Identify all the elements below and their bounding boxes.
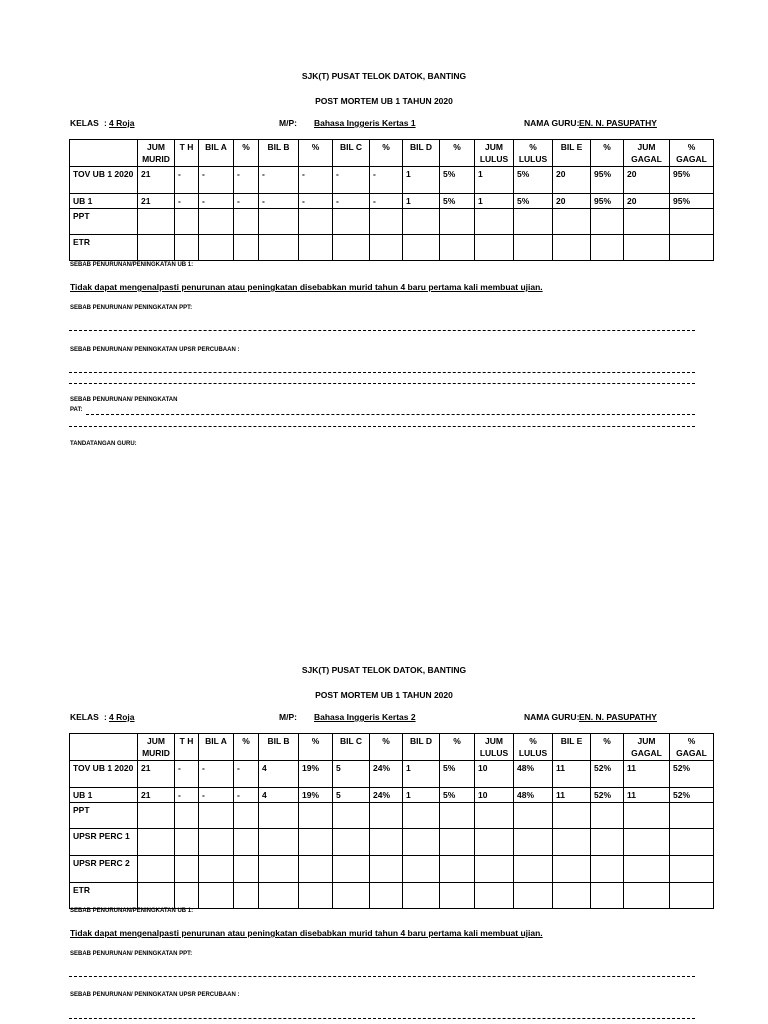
table-cell: 19%: [299, 761, 333, 788]
header-cell: % GAGAL: [670, 140, 714, 167]
table-cell: -: [370, 167, 403, 194]
results-table: [69, 733, 714, 909]
answer-line[interactable]: [69, 372, 695, 373]
table-cell: -: [370, 194, 403, 209]
table-cell: -: [234, 194, 259, 209]
table-cell: 21: [138, 167, 175, 194]
table-row: [70, 829, 714, 856]
table-row: [70, 761, 714, 788]
sebab-ppt-label: SEBAB PENURUNAN/ PENINGKATAN PPT:: [70, 305, 193, 311]
table-cell: 11: [553, 788, 591, 803]
row-label: PPT: [70, 803, 138, 829]
table-cell: 4: [259, 788, 299, 803]
table-cell: 95%: [670, 167, 714, 194]
header-cell: %: [591, 140, 624, 167]
header-cell: BIL A: [199, 140, 234, 167]
table-cell: 95%: [670, 194, 714, 209]
table-row: [70, 856, 714, 883]
answer-line[interactable]: [69, 976, 695, 977]
table-cell: -: [175, 167, 199, 194]
table-row: [70, 194, 714, 209]
table-cell: 5: [333, 788, 370, 803]
table-cell: 5%: [514, 194, 553, 209]
table-cell: -: [234, 788, 259, 803]
table-cell: 11: [553, 761, 591, 788]
table-cell: 24%: [370, 788, 403, 803]
row-label: UPSR PERC 1: [70, 829, 138, 856]
guru-value: EN. N. PASUPATHY: [579, 712, 657, 722]
table-cell: 5%: [440, 761, 475, 788]
document-title: POST MORTEM UB 1 TAHUN 2020: [315, 690, 453, 700]
table-cell: -: [333, 167, 370, 194]
header-cell: BIL A: [199, 734, 234, 761]
table-cell: 20: [624, 194, 670, 209]
table-cell: 52%: [670, 788, 714, 803]
results-table: [69, 139, 714, 261]
header-cell: BIL E: [553, 734, 591, 761]
guru-value: EN. N. PASUPATHY: [579, 118, 657, 128]
table-cell: 52%: [591, 761, 624, 788]
tandatangan-label: TANDATANGAN GURU:: [70, 441, 137, 447]
header-cell: %: [440, 734, 475, 761]
table-cell: 52%: [670, 761, 714, 788]
header-cell: JUM MURID: [138, 734, 175, 761]
sebab-ppt-label: SEBAB PENURUNAN/ PENINGKATAN PPT:: [70, 951, 193, 957]
table-cell: -: [333, 194, 370, 209]
table-header-row: [70, 734, 714, 761]
header-cell: JUM LULUS: [475, 734, 514, 761]
table-cell: -: [299, 194, 333, 209]
table-cell: 21: [138, 788, 175, 803]
table-cell: 5: [333, 761, 370, 788]
table-cell: 95%: [591, 167, 624, 194]
sebab-pat-label: SEBAB PENURUNAN/ PENINGKATAN: [70, 397, 178, 403]
header-cell: % LULUS: [514, 734, 553, 761]
header-cell: %: [440, 140, 475, 167]
sebab-ub1-label: SEBAB PENURUNAN/PENINGKATAN UB 1:: [70, 262, 194, 268]
row-label: ETR: [70, 235, 138, 261]
header-cell: [70, 734, 138, 761]
header-cell: JUM GAGAL: [624, 140, 670, 167]
table-cell: -: [199, 788, 234, 803]
kelas-colon: :: [104, 712, 107, 722]
mp-value: Bahasa Inggeris Kertas 2: [314, 712, 416, 722]
table-cell: -: [199, 194, 234, 209]
table-cell: 1: [403, 761, 440, 788]
table-cell: 5%: [440, 194, 475, 209]
header-cell: %: [299, 734, 333, 761]
table-cell: 11: [624, 761, 670, 788]
header-cell: %: [299, 140, 333, 167]
header-cell: BIL B: [259, 140, 299, 167]
table-row: [70, 883, 714, 909]
table-cell: -: [234, 167, 259, 194]
header-cell: T H: [175, 734, 199, 761]
header-cell: %: [370, 734, 403, 761]
kelas-label: KELAS: [70, 118, 99, 128]
sebab-ub1-label: SEBAB PENURUNAN/PENINGKATAN UB 1:: [70, 908, 194, 914]
table-cell: 1: [403, 788, 440, 803]
header-cell: [70, 140, 138, 167]
answer-line[interactable]: [69, 330, 695, 331]
info-row: [0, 712, 768, 724]
school-name: SJK(T) PUSAT TELOK DATOK, BANTING: [301, 665, 467, 675]
header-cell: %: [234, 140, 259, 167]
table-row: [70, 788, 714, 803]
table-cell: -: [175, 788, 199, 803]
header-cell: BIL C: [333, 734, 370, 761]
table-row: [70, 803, 714, 829]
table-cell: -: [259, 167, 299, 194]
table-cell: 19%: [299, 788, 333, 803]
header-cell: JUM LULUS: [475, 140, 514, 167]
table-cell: 24%: [370, 761, 403, 788]
table-cell: 52%: [591, 788, 624, 803]
header-cell: JUM GAGAL: [624, 734, 670, 761]
table-cell: 1: [475, 194, 514, 209]
mp-label: M/P:: [279, 712, 297, 722]
sebab-ub1-text: Tidak dapat mengenalpasti penurunan atau peningkatan disebabkan murid tahun 4 baru pertama kali membuat ujian.: [70, 928, 543, 938]
table-cell: -: [199, 167, 234, 194]
kelas-value: 4 Roja: [109, 712, 135, 722]
table-cell: 1: [403, 167, 440, 194]
header-cell: %: [370, 140, 403, 167]
table-cell: 20: [624, 167, 670, 194]
table-cell: 48%: [514, 788, 553, 803]
mp-label: M/P:: [279, 118, 297, 128]
kelas-label: KELAS: [70, 712, 99, 722]
row-label: UB 1: [70, 194, 138, 209]
row-label: UPSR PERC 2: [70, 856, 138, 883]
table-header-row: [70, 140, 714, 167]
table-cell: -: [175, 761, 199, 788]
guru-label: NAMA GURU:: [524, 118, 580, 128]
table-row: [70, 167, 714, 194]
row-label: TOV UB 1 2020: [70, 761, 138, 788]
row-label: ETR: [70, 883, 138, 909]
header-cell: BIL E: [553, 140, 591, 167]
table-cell: 20: [553, 167, 591, 194]
answer-line[interactable]: [69, 426, 695, 427]
table-cell: 11: [624, 788, 670, 803]
answer-line[interactable]: [69, 1018, 695, 1019]
kelas-colon: :: [104, 118, 107, 128]
table-cell: -: [175, 194, 199, 209]
table-cell: 10: [475, 761, 514, 788]
info-row: [0, 118, 768, 130]
header-cell: T H: [175, 140, 199, 167]
header-cell: BIL D: [403, 734, 440, 761]
header-cell: % GAGAL: [670, 734, 714, 761]
answer-line[interactable]: [86, 414, 695, 415]
header-cell: BIL B: [259, 734, 299, 761]
header-cell: %: [234, 734, 259, 761]
table-cell: -: [259, 194, 299, 209]
table-cell: -: [299, 167, 333, 194]
document-title: POST MORTEM UB 1 TAHUN 2020: [315, 96, 453, 106]
table-cell: 48%: [514, 761, 553, 788]
table-cell: 4: [259, 761, 299, 788]
header-cell: BIL D: [403, 140, 440, 167]
header-cell: JUM MURID: [138, 140, 175, 167]
header-cell: % LULUS: [514, 140, 553, 167]
kelas-value: 4 Roja: [109, 118, 135, 128]
table-cell: 5%: [514, 167, 553, 194]
table-cell: 21: [138, 194, 175, 209]
pat-label: PAT:: [70, 407, 83, 413]
row-label: PPT: [70, 209, 138, 235]
table-cell: 20: [553, 194, 591, 209]
header-cell: BIL C: [333, 140, 370, 167]
table-row: [70, 235, 714, 261]
table-cell: 21: [138, 761, 175, 788]
row-label: UB 1: [70, 788, 138, 803]
mp-value: Bahasa Inggeris Kertas 1: [314, 118, 416, 128]
table-cell: 5%: [440, 788, 475, 803]
row-label: TOV UB 1 2020: [70, 167, 138, 194]
sebab-ub1-text: Tidak dapat mengenalpasti penurunan atau peningkatan disebabkan murid tahun 4 baru pertama kali membuat ujian.: [70, 282, 543, 292]
table-cell: 1: [403, 194, 440, 209]
table-cell: -: [199, 761, 234, 788]
table-cell: -: [234, 761, 259, 788]
table-row: [70, 209, 714, 235]
table-cell: 5%: [440, 167, 475, 194]
table-cell: 10: [475, 788, 514, 803]
guru-label: NAMA GURU:: [524, 712, 580, 722]
school-name: SJK(T) PUSAT TELOK DATOK, BANTING: [301, 71, 467, 81]
sebab-upsr-label: SEBAB PENURUNAN/ PENINGKATAN UPSR PERCUBAAN :: [70, 347, 240, 353]
header-cell: %: [591, 734, 624, 761]
answer-line[interactable]: [69, 383, 695, 384]
sebab-upsr-label: SEBAB PENURUNAN/ PENINGKATAN UPSR PERCUBAAN :: [70, 992, 240, 998]
table-cell: 1: [475, 167, 514, 194]
table-cell: 95%: [591, 194, 624, 209]
